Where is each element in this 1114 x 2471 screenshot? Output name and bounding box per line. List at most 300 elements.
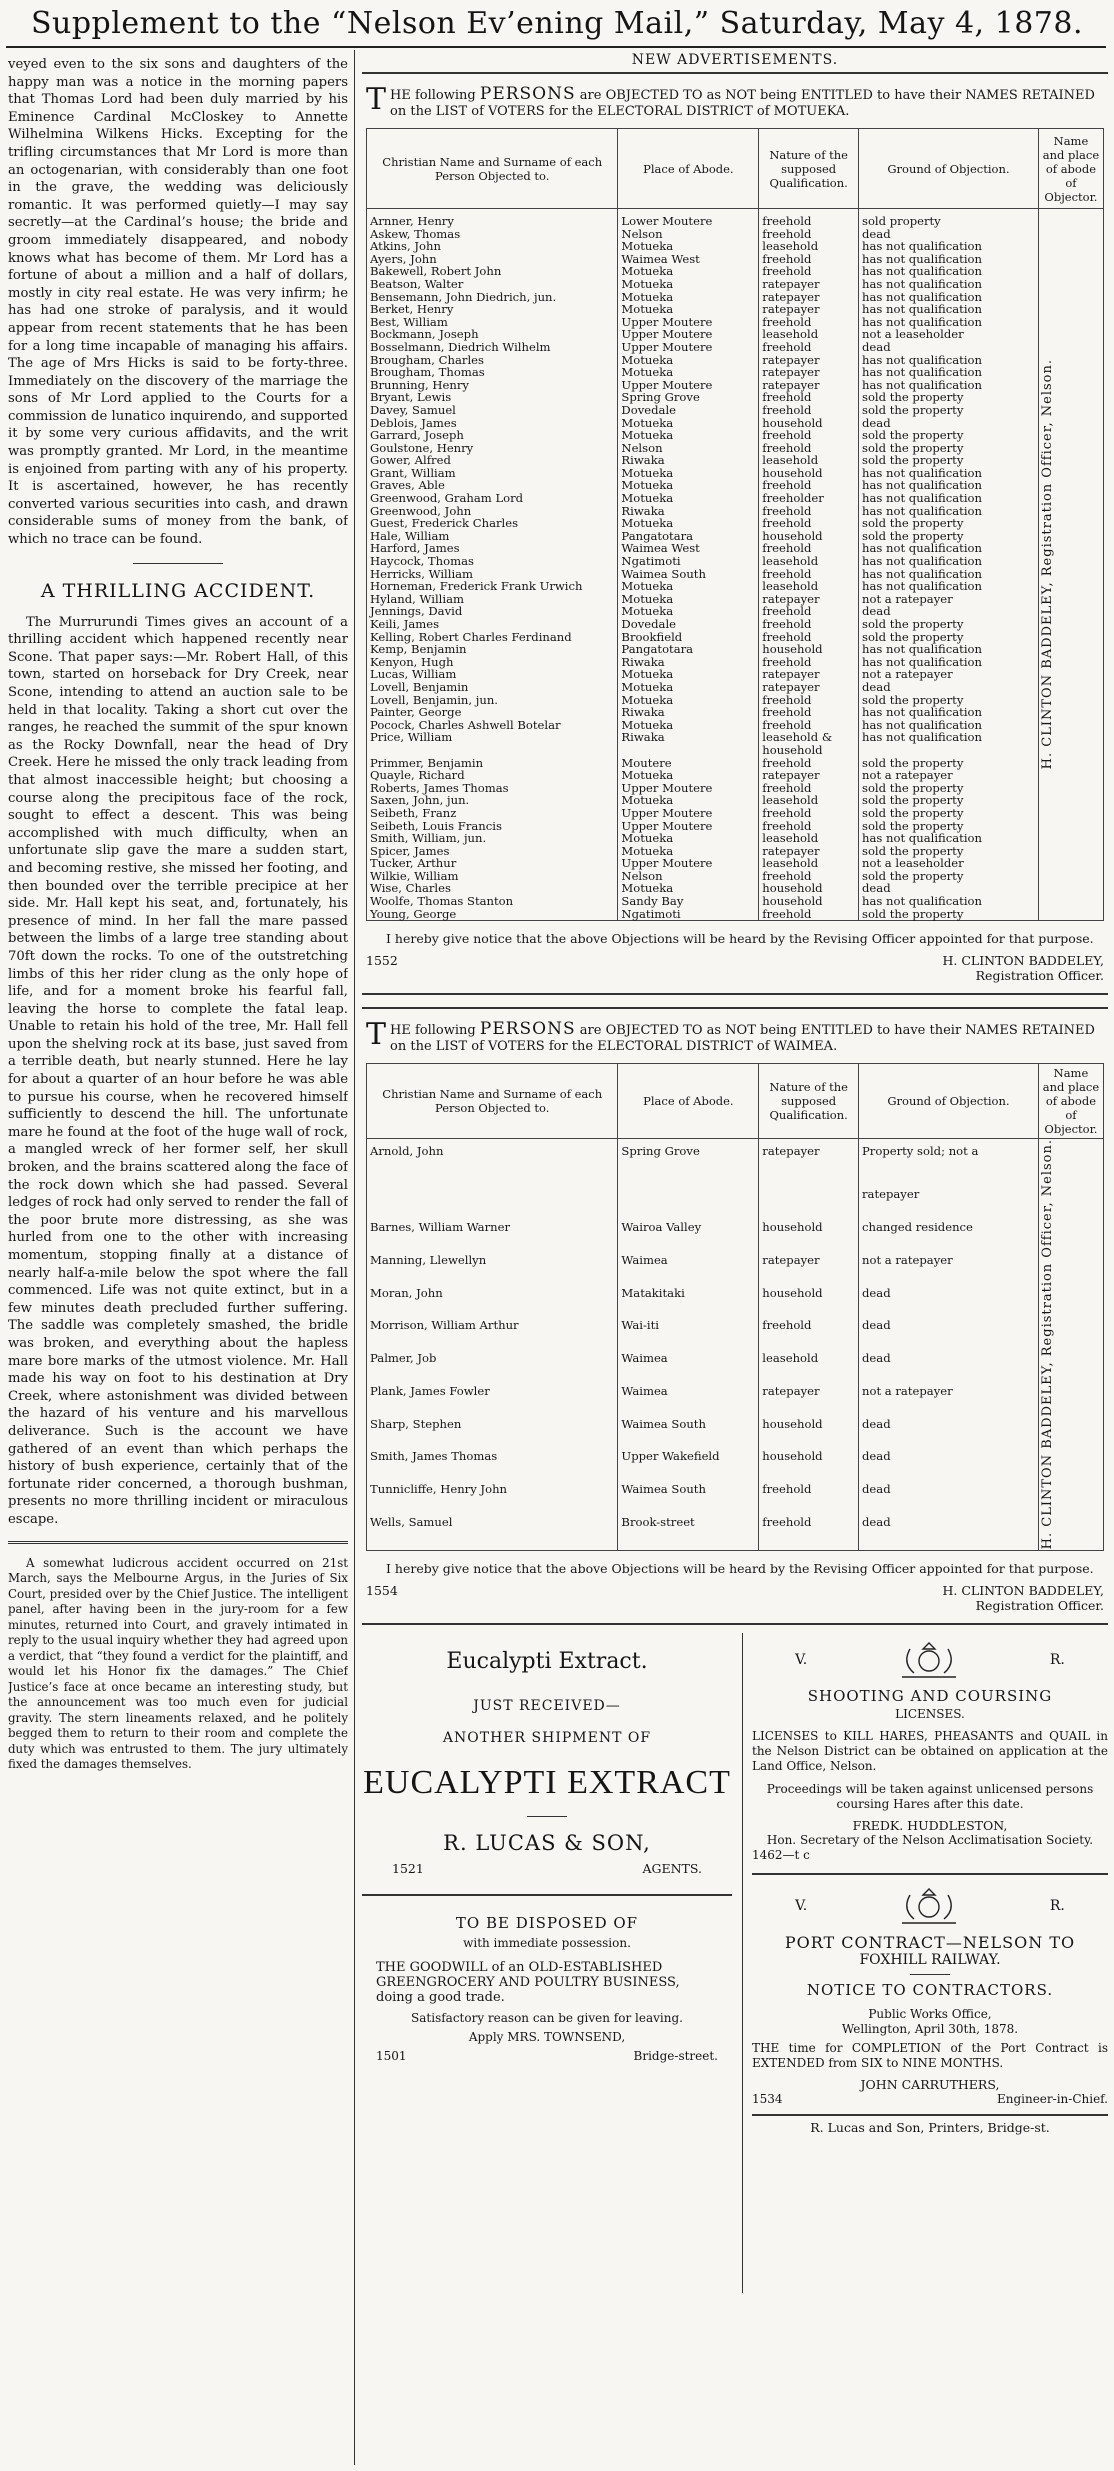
voter-abode: Matakitaki [618, 1287, 759, 1320]
voter-qualification: ratepayer [759, 845, 859, 858]
col-header-qualification: Nature of the supposed Qualification. [759, 129, 859, 209]
voter-name: Young, George [367, 908, 618, 921]
notice-lead [366, 1017, 1104, 1055]
voter-ground: sold the property [859, 870, 1039, 883]
voter-abode: Spring Grove [618, 1139, 759, 1189]
voter-qualification: leasehold [759, 454, 859, 467]
voter-qualification: household [759, 1287, 859, 1320]
voter-name: Haycock, Thomas [367, 555, 618, 568]
voter-name: Herricks, William [367, 568, 618, 581]
table-row [367, 794, 1104, 807]
voter-qualification: household [759, 1221, 859, 1254]
table-row [367, 454, 1104, 467]
voter-qualification: freehold [759, 228, 859, 241]
table-row [367, 278, 1104, 291]
voter-ground: has not qualification [859, 555, 1039, 568]
left-ads [362, 1633, 732, 2063]
ad-date: Wellington, April 30th, 1878. [841, 2021, 1019, 2036]
voter-ground: has not qualification [859, 303, 1039, 316]
voter-name: Brunning, Henry [367, 379, 618, 392]
lead-text-a: HE following [390, 88, 476, 103]
col-header-qualification: Nature of the supposed Qualification. [759, 1064, 859, 1139]
voter-ground: sold the property [859, 530, 1039, 543]
signature-name: H. CLINTON BADDELEY, [942, 1582, 1104, 1598]
voter-qualification: ratepayer [759, 1385, 859, 1418]
ad-subtitle: with immediate possession. [463, 1935, 631, 1950]
table-row [367, 719, 1104, 732]
table-row [367, 668, 1104, 681]
lead-text-b: PERSONS [479, 1019, 576, 1040]
voter-name: Goulstone, Henry [367, 442, 618, 455]
voter-name: Brougham, Thomas [367, 366, 618, 379]
voter-ground: has not qualification [859, 366, 1039, 379]
voter-ground: has not qualification [859, 316, 1039, 329]
signature-line [366, 953, 1104, 983]
table-row [367, 209, 1104, 228]
voter-qualification: leasehold [759, 832, 859, 845]
voter-abode: Motueka [618, 240, 759, 253]
voter-qualification: freehold [759, 631, 859, 644]
voter-abode: Motueka [618, 769, 759, 782]
voter-abode: Pangatotara [618, 530, 759, 543]
table-row [367, 1516, 1104, 1550]
table-row [367, 656, 1104, 669]
voter-name: Smith, James Thomas [367, 1450, 618, 1483]
voter-abode: Motueka [618, 429, 759, 442]
voter-abode: Lower Moutere [618, 209, 759, 228]
voter-abode: Motueka [618, 517, 759, 530]
voter-abode: Motueka [618, 694, 759, 707]
voter-ground: dead [859, 882, 1039, 895]
voter-name: Hale, William [367, 530, 618, 543]
voter-ground: sold the property [859, 631, 1039, 644]
voter-qualification: household [759, 530, 859, 543]
voter-ground: not a ratepayer [859, 668, 1039, 681]
table-row [367, 303, 1104, 316]
bottom-ads [362, 1633, 1108, 2293]
table-row [367, 542, 1104, 555]
voter-name: Grant, William [367, 467, 618, 480]
table-row [367, 404, 1104, 417]
voter-ground: has not qualification [859, 492, 1039, 505]
ad-signer-title: Hon. Secretary of the Nelson Acclimatisation Society. [766, 1832, 1094, 1847]
voter-name: Seibeth, Louis Francis [367, 820, 618, 833]
voter-name: Brougham, Charles [367, 354, 618, 367]
masthead: Supplement to the “Nelson Ev’ening Mail,” Saturday, May 4, 1878. [30, 6, 1084, 41]
voter-qualification: freehold [759, 757, 859, 770]
voter-name: Kemp, Benjamin [367, 643, 618, 656]
table-row [367, 643, 1104, 656]
voter-abode: Ngatimoti [618, 908, 759, 921]
voter-name: Deblois, James [367, 417, 618, 430]
signature-name: H. CLINTON BADDELEY, [942, 953, 1104, 969]
voter-name: Arnold, John [367, 1139, 618, 1189]
voter-name: Davey, Samuel [367, 404, 618, 417]
voter-qualification: freehold [759, 605, 859, 618]
voter-abode: Motueka [618, 794, 759, 807]
table-row [367, 618, 1104, 631]
table-row [367, 265, 1104, 278]
ad-signer-role: Engineer-in-Chief. [996, 2091, 1108, 2106]
voter-qualification: household [759, 1418, 859, 1451]
ad-headline: EUCALYPTI EXTRACT [363, 1763, 731, 1801]
voter-name: Wilkie, William [367, 870, 618, 883]
table-row [367, 517, 1104, 530]
crest-icon [894, 1885, 964, 1927]
voter-qualification: freehold [759, 618, 859, 631]
voter-abode: Motueka [618, 719, 759, 732]
table-row [367, 681, 1104, 694]
table-row [367, 593, 1104, 606]
voter-qualification: leasehold [759, 555, 859, 568]
drop-cap: T [366, 1017, 387, 1053]
article-heading: A THRILLING ACCIDENT. [40, 579, 316, 602]
voter-name: Kenyon, Hugh [367, 656, 618, 669]
voter-qualification: ratepayer [759, 769, 859, 782]
voter-ground: changed residence [859, 1221, 1039, 1254]
voter-name: Painter, George [367, 706, 618, 719]
voter-name: Wells, Samuel [367, 1516, 618, 1550]
voter-qualification: ratepayer [759, 1254, 859, 1287]
voter-ground: has not qualification [859, 580, 1039, 593]
voter-abode: Riwaka [618, 706, 759, 719]
table-row [367, 782, 1104, 795]
voter-ground: has not qualification [859, 354, 1039, 367]
voter-table [366, 128, 1104, 921]
voter-qualification: freehold [759, 479, 859, 492]
col-header-name: Christian Name and Surname of each Person Objected to. [367, 1064, 618, 1139]
table-row [367, 908, 1104, 921]
voter-name: Kelling, Robert Charles Ferdinand [367, 631, 618, 644]
voter-ground: sold the property [859, 517, 1039, 530]
voter-abode: Waimea South [618, 1418, 759, 1451]
voter-qualification: household [759, 467, 859, 480]
voter-name: Bensemann, John Diedrich, jun. [367, 291, 618, 304]
table-row [367, 769, 1104, 782]
voter-ground: dead [859, 417, 1039, 430]
voter-name: Morrison, William Arthur [367, 1319, 618, 1352]
voter-qualification: household [759, 417, 859, 430]
voter-name: Bosselmann, Diedrich Wilhelm [367, 341, 618, 354]
voter-qualification: household [759, 882, 859, 895]
voter-name: Quayle, Richard [367, 769, 618, 782]
voter-abode: Motueka [618, 467, 759, 480]
crest-r: R. [1049, 1651, 1065, 1668]
voter-name: Roberts, James Thomas [367, 782, 618, 795]
voter-abode: Upper Wakefield [618, 1450, 759, 1483]
goodwill-ad [362, 1914, 732, 2063]
section-header: NEW ADVERTISEMENTS. [631, 52, 839, 68]
voter-abode: Motueka [618, 605, 759, 618]
table-row [367, 870, 1104, 883]
crest-icon [894, 1639, 964, 1681]
voter-name: Saxen, John, jun. [367, 794, 618, 807]
voter-qualification: freehold [759, 316, 859, 329]
printer-imprint: R. Lucas and Son, Printers, Bridge-st. [810, 2119, 1050, 2135]
voter-qualification: leasehold [759, 328, 859, 341]
table-row [367, 631, 1104, 644]
ad-body: THE GOODWILL of an OLD-ESTABLISHED GREENGROCERY AND POULTRY BUSINESS, doing a good trade. [376, 1959, 680, 2005]
objection-notice-waimea [362, 1007, 1108, 1624]
voter-abode: Motueka [618, 492, 759, 505]
crest-r: R. [1049, 1897, 1065, 1914]
voter-name: Lovell, Benjamin, jun. [367, 694, 618, 707]
voter-abode: Sandy Bay [618, 895, 759, 908]
voter-ground: not a ratepayer [859, 769, 1039, 782]
voter-ground: not a leaseholder [859, 857, 1039, 870]
voter-name: Harford, James [367, 542, 618, 555]
voter-abode: Nelson [618, 870, 759, 883]
voter-ground: has not qualification [859, 253, 1039, 266]
voter-name: Tunnicliffe, Henry John [367, 1483, 618, 1516]
voter-name: Bryant, Lewis [367, 391, 618, 404]
voter-name: Atkins, John [367, 240, 618, 253]
voter-name: Hyland, William [367, 593, 618, 606]
divider [8, 1541, 348, 1544]
signature [942, 953, 1104, 983]
ad-title: Eucalypti Extract. [446, 1648, 648, 1674]
ad-number: 1534 [752, 2091, 783, 2106]
ad-title: PORT CONTRACT—NELSON TO [784, 1932, 1076, 1952]
voter-abode: Riwaka [618, 505, 759, 518]
voter-ground: has not qualification [859, 731, 1039, 744]
table-row [367, 731, 1104, 744]
table-row [367, 492, 1104, 505]
table-row [367, 391, 1104, 404]
table-row [367, 1450, 1104, 1483]
voter-qualification: freehold [759, 253, 859, 266]
voter-ground: dead [859, 341, 1039, 354]
table-row [367, 1385, 1104, 1418]
voter-qualification: freehold [759, 429, 859, 442]
col-header-abode: Place of Abode. [618, 129, 759, 209]
voter-abode [618, 1188, 759, 1221]
voter-abode: Upper Moutere [618, 782, 759, 795]
table-row [367, 605, 1104, 618]
voter-name: Sharp, Stephen [367, 1418, 618, 1451]
voter-ground: dead [859, 1418, 1039, 1451]
right-column [362, 50, 1108, 2293]
col-header-ground: Ground of Objection. [859, 129, 1039, 209]
voter-name: Spicer, James [367, 845, 618, 858]
ad-signer: FREDK. HUDDLESTON, [852, 1817, 1008, 1833]
voter-qualification: household [759, 895, 859, 908]
voter-abode: Dovedale [618, 404, 759, 417]
voter-qualification: ratepayer [759, 278, 859, 291]
voter-ground: has not qualification [859, 656, 1039, 669]
table-row [367, 744, 1104, 757]
voter-abode: Motueka [618, 417, 759, 430]
voter-name: Jennings, David [367, 605, 618, 618]
voter-name: Best, William [367, 316, 618, 329]
voter-abode: Upper Moutere [618, 379, 759, 392]
ad-line: ANOTHER SHIPMENT OF [442, 1729, 652, 1746]
voter-abode: Motueka [618, 265, 759, 278]
voter-name: Beatson, Walter [367, 278, 618, 291]
voter-abode: Motueka [618, 366, 759, 379]
voter-qualification: freeholder [759, 492, 859, 505]
voter-qualification: freehold [759, 442, 859, 455]
voter-abode: Motueka [618, 291, 759, 304]
ad-warning: Proceedings will be taken against unlicensed persons coursing Hares after this date. [766, 1781, 1094, 1811]
voter-name: Greenwood, John [367, 505, 618, 518]
voter-ground: has not qualification [859, 291, 1039, 304]
voter-ground: has not qualification [859, 379, 1039, 392]
signature-title: Registration Officer. [975, 1597, 1104, 1613]
voter-abode: Brookfield [618, 631, 759, 644]
voter-name: Barnes, William Warner [367, 1221, 618, 1254]
voter-abode: Waimea [618, 1385, 759, 1418]
table-row [367, 857, 1104, 870]
voter-qualification: ratepayer [759, 681, 859, 694]
voter-name [367, 1188, 618, 1221]
table-row [367, 240, 1104, 253]
ad-number: 1501 [376, 2048, 407, 2063]
voter-qualification: household [759, 643, 859, 656]
voter-qualification: freehold [759, 341, 859, 354]
table-row [367, 895, 1104, 908]
voter-qualification: leasehold [759, 794, 859, 807]
ad-title: SHOOTING AND COURSING [807, 1686, 1053, 1705]
objection-notice-motueka [362, 72, 1108, 995]
table-row [367, 832, 1104, 845]
voter-ground: has not qualification [859, 240, 1039, 253]
column-divider [354, 50, 355, 2465]
voter-ground: sold the property [859, 782, 1039, 795]
voter-qualification: freehold [759, 1483, 859, 1516]
voter-abode: Motueka [618, 681, 759, 694]
table-row [367, 1139, 1104, 1189]
table-row [367, 366, 1104, 379]
lead-text-c: are OBJECTED TO as NOT being ENTITLED to have their NAMES RETAINED on the LIST of VOTERS for the ELECTORAL DISTRICT of WAIMEA. [390, 1023, 1095, 1055]
table-row [367, 807, 1104, 820]
ad-title: TO BE DISPOSED OF [455, 1913, 639, 1932]
table-row [367, 1188, 1104, 1221]
article-continuation: veyed even to the six sons and daughters of the happy man was a notice in the morning papers that Thomas Lord had been duly married by his Eminence Cardinal McCloskey to Annette Wilhelmina Wilkens Hicks. Excepting for the trifling circumstances that Mr Lord is more than an octogenarian, with considerably than one foot in the grave, the wedding was deliciously romantic. It was performed quietly—I may say secretly—at the Cardinal’s house; the bride and groom immediately disappeared, and nobody knows what has become of them. Mr Lord has a fortune of about a million and a half of dollars, mostly in city real estate. He was very infirm; he has had one stroke of paralysis, and it would appear from recent statements that he has been for a long time incapable of managing his affairs. The age of Mrs Hicks is said to be forty-three. Immediately on the discovery of the marriage the sons of Mr Lord applied to the Courts for a commission de lunatico inquirendo, and supported it by some very curious affidavits, and the writ was promptly granted. Mr Lord, in the meantime is enjoined from parting with any of his property. It is ascertained, however, he has recently converted various securities into cash, and drawn considerable sums of money from the bank, of which no trace can be found. [8, 57, 348, 548]
voter-abode: Dovedale [618, 618, 759, 631]
ad-agents: AGENTS. [642, 1860, 702, 1876]
voter-abode: Ngatimoti [618, 555, 759, 568]
table-row [367, 1352, 1104, 1385]
voter-name: Askew, Thomas [367, 228, 618, 241]
ad-number: 1554 [366, 1582, 398, 1598]
voter-abode: Nelson [618, 442, 759, 455]
voter-qualification: freehold [759, 404, 859, 417]
table-row [367, 1483, 1104, 1516]
voter-qualification [759, 1188, 859, 1221]
lead-text-c: are OBJECTED TO as NOT being ENTITLED to have their NAMES RETAINED on the LIST of VOTERS for the ELECTORAL DISTRICT of MOTUEKA. [390, 88, 1095, 119]
voter-ground: sold the property [859, 391, 1039, 404]
voter-ground: has not qualification [859, 832, 1039, 845]
voter-abode: Motueka [618, 845, 759, 858]
voter-qualification: freehold [759, 706, 859, 719]
voter-abode: Spring Grove [618, 391, 759, 404]
voter-ground: dead [859, 605, 1039, 618]
voter-ground: sold the property [859, 794, 1039, 807]
table-row [367, 1319, 1104, 1352]
voter-qualification: ratepayer [759, 303, 859, 316]
voter-name: Horneman, Frederick Frank Urwich [367, 580, 618, 593]
voter-abode: Motueka [618, 354, 759, 367]
voter-qualification: ratepayer [759, 291, 859, 304]
ad-title-2: FOXHILL RAILWAY. [859, 1951, 1001, 1968]
voter-ground: has not qualification [859, 542, 1039, 555]
table-row [367, 1287, 1104, 1320]
voter-abode: Waimea South [618, 568, 759, 581]
voter-qualification: ratepayer [759, 354, 859, 367]
voter-ground: sold the property [859, 908, 1039, 921]
voter-name: Pocock, Charles Ashwell Botelar [367, 719, 618, 732]
crest-v: V. [795, 1651, 808, 1668]
col-header-objector: Name and place of abode of Objector. [1038, 129, 1103, 209]
voter-name: Gower, Alfred [367, 454, 618, 467]
article-body: The Murrurundi Times gives an account of a thrilling accident which happened recently near Scone. That paper says:—Mr. Robert Hall, of this town, started on horseback for Dry Creek, near Scone, intending to attend an auction sale to be held in that locality. Taking a short cut over the ranges, he reached the summit of the spur known as the Rocky Downfall, near the head of Dry Creek. Here he missed the only track leading from that almost inaccessible height; but choosing a course along the precipitous face of the rock, sought to effect a descent. This was being accomplished with much difficulty, when an unfortunate slip gave the mare a sudden start, and becoming restive, she missed her footing, and then bounded over the terrible precipice at her side. Mr. Hall kept his seat, and, fortunately, his presence of mind. In her fall the mare passed between the limbs of a large tree standing about 70ft down the rocks. To one of the outstretching limbs of this her rider clung as the only hope of life, and for a moment broke his fearful fall, leaving the horse to complete the fatal leap. Unable to retain his hold of the tree, Mr. Hall fell upon the shelving rock at its base, just saved from a terrible death, but nearly stunned. Here he lay for about a quarter of an hour before he was able to pursue his course, when he recovered himself sufficiently to descend the hill. The unfortunate mare he found at the foot of the huge wall of rock, a mangled wreck of her former self, her skull broken, and the brains scattered along the face of the rock down which she had passed. Several ledges of rock had only served to render the fall of the poor brute more distressing, as she was hurled from one to the other with increasing momentum, stopping finally at a distance of nearly half-a-mile below the spot where the fall commenced. Life was not quite extinct, but in a few minutes death precluded further suffering. The saddle was completely smashed, the bridle was broken, and everything about the hapless mare bore marks of the utmost violence. Mr. Hall made his way on foot to his destination at Dry Creek, where astonishment was divided between the hazard of his venture and his marvellous deliverance. Such is the account we have gathered of an event than which perhaps the history of bush experience, certainly that of the fortunate rider concerned, a thorough bushman, presents no more thrilling incident or miraculous escape. [8, 614, 348, 1527]
article-jury: A somewhat ludicrous accident occurred on 21st March, says the Melbourne Argus, in the Juries of Six Court, presided over by the Chief Justice. The intelligent panel, after having been in the jury-room for a few minutes, returned into Court, and gravely intimated in reply to the usual inquiry whether they had agreed upon a verdict, that “they found a verdict for the plaintiff, and would let his Honor fix the damages.” The Chief Justice’s face at once became an interesting study, but the announcement was too much even for judicial gravity. The stern lineaments relaxed, and he politely begged them to return to their room and complete the duty which was entrusted to them. The jury ultimately fixed the damages themselves. [8, 1555, 348, 1771]
voter-ground: has not qualification [859, 505, 1039, 518]
voter-ground: sold property [859, 209, 1039, 228]
voter-ground: has not qualification [859, 278, 1039, 291]
divider [133, 563, 223, 564]
voter-abode: Motueka [618, 668, 759, 681]
voter-ground: dead [859, 1287, 1039, 1320]
voter-abode: Pangatotara [618, 643, 759, 656]
ad-body: THE time for COMPLETION of the Port Contract is EXTENDED from SIX to NINE MONTHS. [752, 2040, 1108, 2070]
voter-table [366, 1063, 1104, 1550]
voter-name: Greenwood, Graham Lord [367, 492, 618, 505]
voter-qualification: leasehold [759, 580, 859, 593]
ad-firm: R. LUCAS & SON, [443, 1830, 651, 1855]
royal-crest [752, 1639, 1108, 1681]
voter-qualification: freehold [759, 517, 859, 530]
voter-ground: dead [859, 1516, 1039, 1550]
voter-name: Price, William [367, 731, 618, 744]
ad-number: 1521 [392, 1860, 424, 1876]
notice-footer: I hereby give notice that the above Objections will be heard by the Revising Officer appointed for that purpose. [386, 1560, 1094, 1576]
voter-name: Wise, Charles [367, 882, 618, 895]
voter-abode: Motueka [618, 479, 759, 492]
voter-abode: Wai-iti [618, 1319, 759, 1352]
voter-ground: sold the property [859, 820, 1039, 833]
masthead-rule [6, 46, 1106, 48]
voter-qualification: household [759, 1450, 859, 1483]
voter-abode: Upper Moutere [618, 857, 759, 870]
voter-ground: has not qualification [859, 467, 1039, 480]
voter-name: Ayers, John [367, 253, 618, 266]
royal-crest [752, 1885, 1108, 1927]
voter-name: Garrard, Joseph [367, 429, 618, 442]
voter-ground: ratepayer [859, 1188, 1039, 1221]
voter-ground: sold the property [859, 807, 1039, 820]
drop-cap: T [366, 82, 387, 117]
voter-abode: Riwaka [618, 656, 759, 669]
voter-ground: dead [859, 228, 1039, 241]
ad-office: Public Works Office, [868, 2006, 992, 2021]
voter-abode: Motueka [618, 593, 759, 606]
eucalypti-ad [362, 1649, 732, 1876]
voter-qualification: freehold [759, 656, 859, 669]
table-row [367, 379, 1104, 392]
ad-signer: JOHN CARRUTHERS, [860, 2076, 1000, 2092]
port-contract-ad [752, 1885, 1108, 2135]
notice-lead [366, 82, 1104, 120]
lead-text-b: PERSONS [479, 84, 576, 104]
voter-ground: sold the property [859, 404, 1039, 417]
voter-name: Primmer, Benjamin [367, 757, 618, 770]
voter-qualification: freehold [759, 908, 859, 921]
voter-qualification: ratepayer [759, 379, 859, 392]
voter-name: Woolfe, Thomas Stanton [367, 895, 618, 908]
voter-name: Moran, John [367, 1287, 618, 1320]
